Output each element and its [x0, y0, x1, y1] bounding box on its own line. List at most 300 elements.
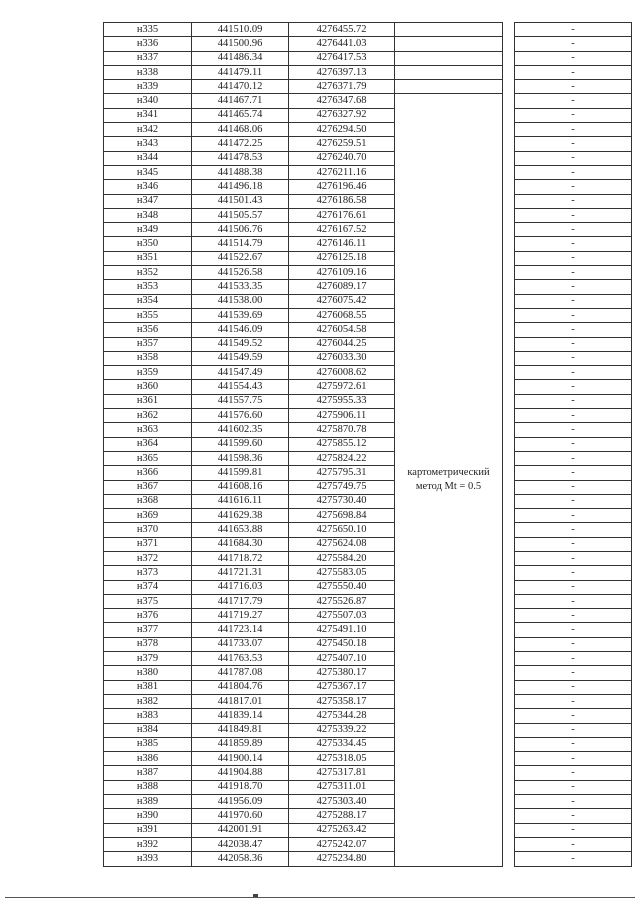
gap-cell: [503, 580, 515, 594]
y-coordinate-cell: 4276089.17: [289, 280, 395, 294]
x-coordinate-cell: 441486.34: [192, 51, 289, 65]
y-coordinate-cell: 4275358.17: [289, 694, 395, 708]
accuracy-cell: -: [515, 423, 632, 437]
x-coordinate-cell: 441505.57: [192, 208, 289, 222]
gap-cell: [503, 709, 515, 723]
gap-cell: [503, 280, 515, 294]
accuracy-cell: -: [515, 852, 632, 866]
accuracy-cell: -: [515, 194, 632, 208]
x-coordinate-cell: 441970.60: [192, 809, 289, 823]
x-coordinate-cell: 441684.30: [192, 537, 289, 551]
point-name-cell: н383: [104, 709, 192, 723]
gap-cell: [503, 594, 515, 608]
accuracy-cell: -: [515, 165, 632, 179]
point-name-cell: н338: [104, 65, 192, 79]
x-coordinate-cell: 441721.31: [192, 566, 289, 580]
gap-cell: [503, 23, 515, 37]
accuracy-cell: -: [515, 823, 632, 837]
coordinates-table-body: [104, 23, 632, 867]
gap-cell: [503, 680, 515, 694]
gap-cell: [503, 494, 515, 508]
gap-cell: [503, 480, 515, 494]
table-row: [104, 723, 632, 737]
table-row: [104, 65, 632, 79]
gap-cell: [503, 451, 515, 465]
table-row: [104, 208, 632, 222]
y-coordinate-cell: 4276196.46: [289, 180, 395, 194]
point-name-cell: н375: [104, 594, 192, 608]
x-coordinate-cell: 442001.91: [192, 823, 289, 837]
point-name-cell: н372: [104, 551, 192, 565]
point-name-cell: н360: [104, 380, 192, 394]
y-coordinate-cell: 4275583.05: [289, 566, 395, 580]
accuracy-cell: -: [515, 637, 632, 651]
y-coordinate-cell: 4275906.11: [289, 409, 395, 423]
table-row: [104, 480, 632, 494]
x-coordinate-cell: 441904.88: [192, 766, 289, 780]
gap-cell: [503, 51, 515, 65]
gap-cell: [503, 108, 515, 122]
y-coordinate-cell: 4275730.40: [289, 494, 395, 508]
gap-cell: [503, 509, 515, 523]
gap-cell: [503, 537, 515, 551]
point-name-cell: н376: [104, 609, 192, 623]
accuracy-cell: -: [515, 409, 632, 423]
accuracy-cell: -: [515, 623, 632, 637]
point-name-cell: н368: [104, 494, 192, 508]
point-name-cell: н391: [104, 823, 192, 837]
table-row: [104, 551, 632, 565]
x-coordinate-cell: 441506.76: [192, 223, 289, 237]
y-coordinate-cell: 4276008.62: [289, 366, 395, 380]
gap-cell: [503, 766, 515, 780]
table-row: [104, 308, 632, 322]
point-name-cell: н352: [104, 266, 192, 280]
point-name-cell: н354: [104, 294, 192, 308]
gap-cell: [503, 409, 515, 423]
table-row: [104, 795, 632, 809]
accuracy-cell: -: [515, 652, 632, 666]
x-coordinate-cell: 441598.36: [192, 451, 289, 465]
accuracy-cell: -: [515, 809, 632, 823]
point-name-cell: н353: [104, 280, 192, 294]
accuracy-cell: -: [515, 237, 632, 251]
point-name-cell: н358: [104, 351, 192, 365]
accuracy-cell: -: [515, 108, 632, 122]
x-coordinate-cell: 441733.07: [192, 637, 289, 651]
x-coordinate-cell: 441538.00: [192, 294, 289, 308]
gap-cell: [503, 809, 515, 823]
point-name-cell: н367: [104, 480, 192, 494]
x-coordinate-cell: 441918.70: [192, 780, 289, 794]
table-row: [104, 280, 632, 294]
accuracy-cell: -: [515, 680, 632, 694]
x-coordinate-cell: 441539.69: [192, 308, 289, 322]
point-name-cell: н387: [104, 766, 192, 780]
point-name-cell: н339: [104, 80, 192, 94]
table-row: [104, 123, 632, 137]
gap-cell: [503, 294, 515, 308]
table-row: [104, 494, 632, 508]
accuracy-cell: -: [515, 551, 632, 565]
y-coordinate-cell: 4276347.68: [289, 94, 395, 108]
y-coordinate-cell: 4276167.52: [289, 223, 395, 237]
gap-cell: [503, 795, 515, 809]
y-coordinate-cell: 4276211.16: [289, 165, 395, 179]
gap-cell: [503, 837, 515, 851]
x-coordinate-cell: 441716.03: [192, 580, 289, 594]
point-name-cell: н351: [104, 251, 192, 265]
gap-cell: [503, 666, 515, 680]
point-name-cell: н384: [104, 723, 192, 737]
x-coordinate-cell: 441576.60: [192, 409, 289, 423]
accuracy-cell: -: [515, 380, 632, 394]
accuracy-cell: -: [515, 580, 632, 594]
gap-cell: [503, 566, 515, 580]
accuracy-cell: -: [515, 223, 632, 237]
y-coordinate-cell: 4275855.12: [289, 437, 395, 451]
point-name-cell: н365: [104, 451, 192, 465]
point-name-cell: н385: [104, 737, 192, 751]
x-coordinate-cell: 441723.14: [192, 623, 289, 637]
y-coordinate-cell: 4275550.40: [289, 580, 395, 594]
x-coordinate-cell: 441510.09: [192, 23, 289, 37]
table-row: [104, 323, 632, 337]
accuracy-cell: -: [515, 509, 632, 523]
table-row: [104, 409, 632, 423]
gap-cell: [503, 423, 515, 437]
table-row: [104, 251, 632, 265]
accuracy-cell: -: [515, 308, 632, 322]
x-coordinate-cell: 441599.60: [192, 437, 289, 451]
x-coordinate-cell: 441653.88: [192, 523, 289, 537]
accuracy-cell: -: [515, 137, 632, 151]
table-row: [104, 80, 632, 94]
table-row: [104, 380, 632, 394]
table-row: [104, 351, 632, 365]
x-coordinate-cell: 441488.38: [192, 165, 289, 179]
method-cell: [395, 94, 503, 866]
point-name-cell: н337: [104, 51, 192, 65]
table-row: [104, 266, 632, 280]
table-row: [104, 137, 632, 151]
x-coordinate-cell: 441533.35: [192, 280, 289, 294]
y-coordinate-cell: 4275263.42: [289, 823, 395, 837]
x-coordinate-cell: 441522.67: [192, 251, 289, 265]
point-name-cell: н386: [104, 752, 192, 766]
footer-rule: [5, 897, 635, 898]
accuracy-cell: -: [515, 523, 632, 537]
y-coordinate-cell: 4275749.75: [289, 480, 395, 494]
point-name-cell: н392: [104, 837, 192, 851]
x-coordinate-cell: 441500.96: [192, 37, 289, 51]
table-row: [104, 94, 632, 108]
y-coordinate-cell: 4275334.45: [289, 737, 395, 751]
point-name-cell: н374: [104, 580, 192, 594]
accuracy-cell: -: [515, 180, 632, 194]
y-coordinate-cell: 4275234.80: [289, 852, 395, 866]
gap-cell: [503, 308, 515, 322]
y-coordinate-cell: 4276397.13: [289, 65, 395, 79]
accuracy-cell: -: [515, 337, 632, 351]
y-coordinate-cell: 4275344.28: [289, 709, 395, 723]
x-coordinate-cell: 441599.81: [192, 466, 289, 480]
y-coordinate-cell: 4275824.22: [289, 451, 395, 465]
gap-cell: [503, 137, 515, 151]
table-row: [104, 423, 632, 437]
accuracy-cell: -: [515, 294, 632, 308]
table-row: [104, 780, 632, 794]
x-coordinate-cell: 441608.16: [192, 480, 289, 494]
y-coordinate-cell: 4275507.03: [289, 609, 395, 623]
y-coordinate-cell: 4275870.78: [289, 423, 395, 437]
x-coordinate-cell: 441839.14: [192, 709, 289, 723]
point-name-cell: н379: [104, 652, 192, 666]
x-coordinate-cell: 441849.81: [192, 723, 289, 737]
accuracy-cell: -: [515, 566, 632, 580]
table-row: [104, 737, 632, 751]
accuracy-cell: -: [515, 795, 632, 809]
method-line-2: метод Mt = 0.5: [415, 481, 482, 492]
point-name-cell: н344: [104, 151, 192, 165]
point-name-cell: н369: [104, 509, 192, 523]
gap-cell: [503, 94, 515, 108]
table-row: [104, 580, 632, 594]
table-row: [104, 37, 632, 51]
footer-mark: [253, 894, 258, 897]
y-coordinate-cell: 4276054.58: [289, 323, 395, 337]
table-row: [104, 837, 632, 851]
gap-cell: [503, 123, 515, 137]
gap-cell: [503, 208, 515, 222]
y-coordinate-cell: 4275584.20: [289, 551, 395, 565]
y-coordinate-cell: 4276176.61: [289, 208, 395, 222]
x-coordinate-cell: 441470.12: [192, 80, 289, 94]
y-coordinate-cell: 4276371.79: [289, 80, 395, 94]
y-coordinate-cell: 4275624.08: [289, 537, 395, 551]
accuracy-cell: -: [515, 437, 632, 451]
x-coordinate-cell: 441616.11: [192, 494, 289, 508]
point-name-cell: н364: [104, 437, 192, 451]
x-coordinate-cell: 441900.14: [192, 752, 289, 766]
point-name-cell: н378: [104, 637, 192, 651]
accuracy-cell: -: [515, 737, 632, 751]
accuracy-cell: -: [515, 609, 632, 623]
y-coordinate-cell: 4276186.58: [289, 194, 395, 208]
table-row: [104, 623, 632, 637]
point-name-cell: н388: [104, 780, 192, 794]
y-coordinate-cell: 4275339.22: [289, 723, 395, 737]
table-row: [104, 466, 632, 480]
point-name-cell: н355: [104, 308, 192, 322]
table-row: [104, 566, 632, 580]
y-coordinate-cell: 4276417.53: [289, 51, 395, 65]
x-coordinate-cell: 441956.09: [192, 795, 289, 809]
point-name-cell: н361: [104, 394, 192, 408]
x-coordinate-cell: 442058.36: [192, 852, 289, 866]
y-coordinate-cell: 4275380.17: [289, 666, 395, 680]
gap-cell: [503, 652, 515, 666]
method-cell-empty: [395, 65, 503, 79]
x-coordinate-cell: 441557.75: [192, 394, 289, 408]
table-row: [104, 165, 632, 179]
point-name-cell: н341: [104, 108, 192, 122]
table-row: [104, 366, 632, 380]
x-coordinate-cell: 441817.01: [192, 694, 289, 708]
accuracy-cell: -: [515, 123, 632, 137]
accuracy-cell: -: [515, 723, 632, 737]
y-coordinate-cell: 4276240.70: [289, 151, 395, 165]
gap-cell: [503, 80, 515, 94]
y-coordinate-cell: 4275407.10: [289, 652, 395, 666]
x-coordinate-cell: 441549.59: [192, 351, 289, 365]
accuracy-cell: -: [515, 451, 632, 465]
point-name-cell: н366: [104, 466, 192, 480]
point-name-cell: н350: [104, 237, 192, 251]
y-coordinate-cell: 4275650.10: [289, 523, 395, 537]
accuracy-cell: -: [515, 80, 632, 94]
table-row: [104, 694, 632, 708]
gap-cell: [503, 180, 515, 194]
x-coordinate-cell: 441526.58: [192, 266, 289, 280]
gap-cell: [503, 65, 515, 79]
gap-cell: [503, 351, 515, 365]
x-coordinate-cell: 441859.89: [192, 737, 289, 751]
y-coordinate-cell: 4276455.72: [289, 23, 395, 37]
point-name-cell: н335: [104, 23, 192, 37]
table-row: [104, 637, 632, 651]
y-coordinate-cell: 4275311.01: [289, 780, 395, 794]
x-coordinate-cell: 441468.06: [192, 123, 289, 137]
point-name-cell: н382: [104, 694, 192, 708]
point-name-cell: н359: [104, 366, 192, 380]
gap-cell: [503, 37, 515, 51]
y-coordinate-cell: 4276259.51: [289, 137, 395, 151]
x-coordinate-cell: 441718.72: [192, 551, 289, 565]
table-row: [104, 680, 632, 694]
accuracy-cell: -: [515, 151, 632, 165]
y-coordinate-cell: 4275367.17: [289, 680, 395, 694]
table-row: [104, 766, 632, 780]
point-name-cell: н390: [104, 809, 192, 823]
x-coordinate-cell: 441514.79: [192, 237, 289, 251]
accuracy-cell: -: [515, 366, 632, 380]
gap-cell: [503, 266, 515, 280]
point-name-cell: н356: [104, 323, 192, 337]
gap-cell: [503, 637, 515, 651]
gap-cell: [503, 752, 515, 766]
point-name-cell: н362: [104, 409, 192, 423]
accuracy-cell: -: [515, 709, 632, 723]
gap-cell: [503, 780, 515, 794]
accuracy-cell: -: [515, 480, 632, 494]
gap-cell: [503, 251, 515, 265]
point-name-cell: н363: [104, 423, 192, 437]
gap-cell: [503, 694, 515, 708]
method-cell-empty: [395, 51, 503, 65]
y-coordinate-cell: 4275303.40: [289, 795, 395, 809]
y-coordinate-cell: 4276441.03: [289, 37, 395, 51]
point-name-cell: н346: [104, 180, 192, 194]
accuracy-cell: -: [515, 780, 632, 794]
accuracy-cell: -: [515, 594, 632, 608]
point-name-cell: н347: [104, 194, 192, 208]
table-row: [104, 151, 632, 165]
y-coordinate-cell: 4275795.31: [289, 466, 395, 480]
gap-cell: [503, 466, 515, 480]
gap-cell: [503, 737, 515, 751]
gap-cell: [503, 323, 515, 337]
gap-cell: [503, 337, 515, 351]
gap-cell: [503, 823, 515, 837]
point-name-cell: н342: [104, 123, 192, 137]
gap-cell: [503, 366, 515, 380]
x-coordinate-cell: 441629.38: [192, 509, 289, 523]
point-name-cell: н370: [104, 523, 192, 537]
x-coordinate-cell: 441549.52: [192, 337, 289, 351]
x-coordinate-cell: 441501.43: [192, 194, 289, 208]
point-name-cell: н343: [104, 137, 192, 151]
table-row: [104, 823, 632, 837]
method-cell-empty: [395, 37, 503, 51]
table-row: [104, 752, 632, 766]
accuracy-cell: -: [515, 65, 632, 79]
point-name-cell: н393: [104, 852, 192, 866]
accuracy-cell: -: [515, 323, 632, 337]
y-coordinate-cell: 4275318.05: [289, 752, 395, 766]
table-row: [104, 509, 632, 523]
table-row: [104, 666, 632, 680]
y-coordinate-cell: 4276075.42: [289, 294, 395, 308]
x-coordinate-cell: 442038.47: [192, 837, 289, 851]
gap-cell: [503, 437, 515, 451]
point-name-cell: н340: [104, 94, 192, 108]
x-coordinate-cell: 441467.71: [192, 94, 289, 108]
accuracy-cell: -: [515, 466, 632, 480]
x-coordinate-cell: 441717.79: [192, 594, 289, 608]
accuracy-cell: -: [515, 351, 632, 365]
y-coordinate-cell: 4275526.87: [289, 594, 395, 608]
method-cell-empty: [395, 23, 503, 37]
y-coordinate-cell: 4275242.07: [289, 837, 395, 851]
point-name-cell: н371: [104, 537, 192, 551]
y-coordinate-cell: 4276068.55: [289, 308, 395, 322]
accuracy-cell: -: [515, 94, 632, 108]
y-coordinate-cell: 4276327.92: [289, 108, 395, 122]
accuracy-cell: -: [515, 766, 632, 780]
y-coordinate-cell: 4275698.84: [289, 509, 395, 523]
x-coordinate-cell: 441554.43: [192, 380, 289, 394]
accuracy-cell: -: [515, 251, 632, 265]
gap-cell: [503, 723, 515, 737]
table-row: [104, 451, 632, 465]
x-coordinate-cell: 441546.09: [192, 323, 289, 337]
gap-cell: [503, 394, 515, 408]
x-coordinate-cell: 441479.11: [192, 65, 289, 79]
accuracy-cell: -: [515, 694, 632, 708]
x-coordinate-cell: 441496.18: [192, 180, 289, 194]
gap-cell: [503, 380, 515, 394]
accuracy-cell: -: [515, 280, 632, 294]
table-row: [104, 809, 632, 823]
accuracy-cell: -: [515, 666, 632, 680]
gap-cell: [503, 523, 515, 537]
table-row: [104, 594, 632, 608]
accuracy-cell: -: [515, 208, 632, 222]
accuracy-cell: -: [515, 394, 632, 408]
point-name-cell: н377: [104, 623, 192, 637]
x-coordinate-cell: 441472.25: [192, 137, 289, 151]
